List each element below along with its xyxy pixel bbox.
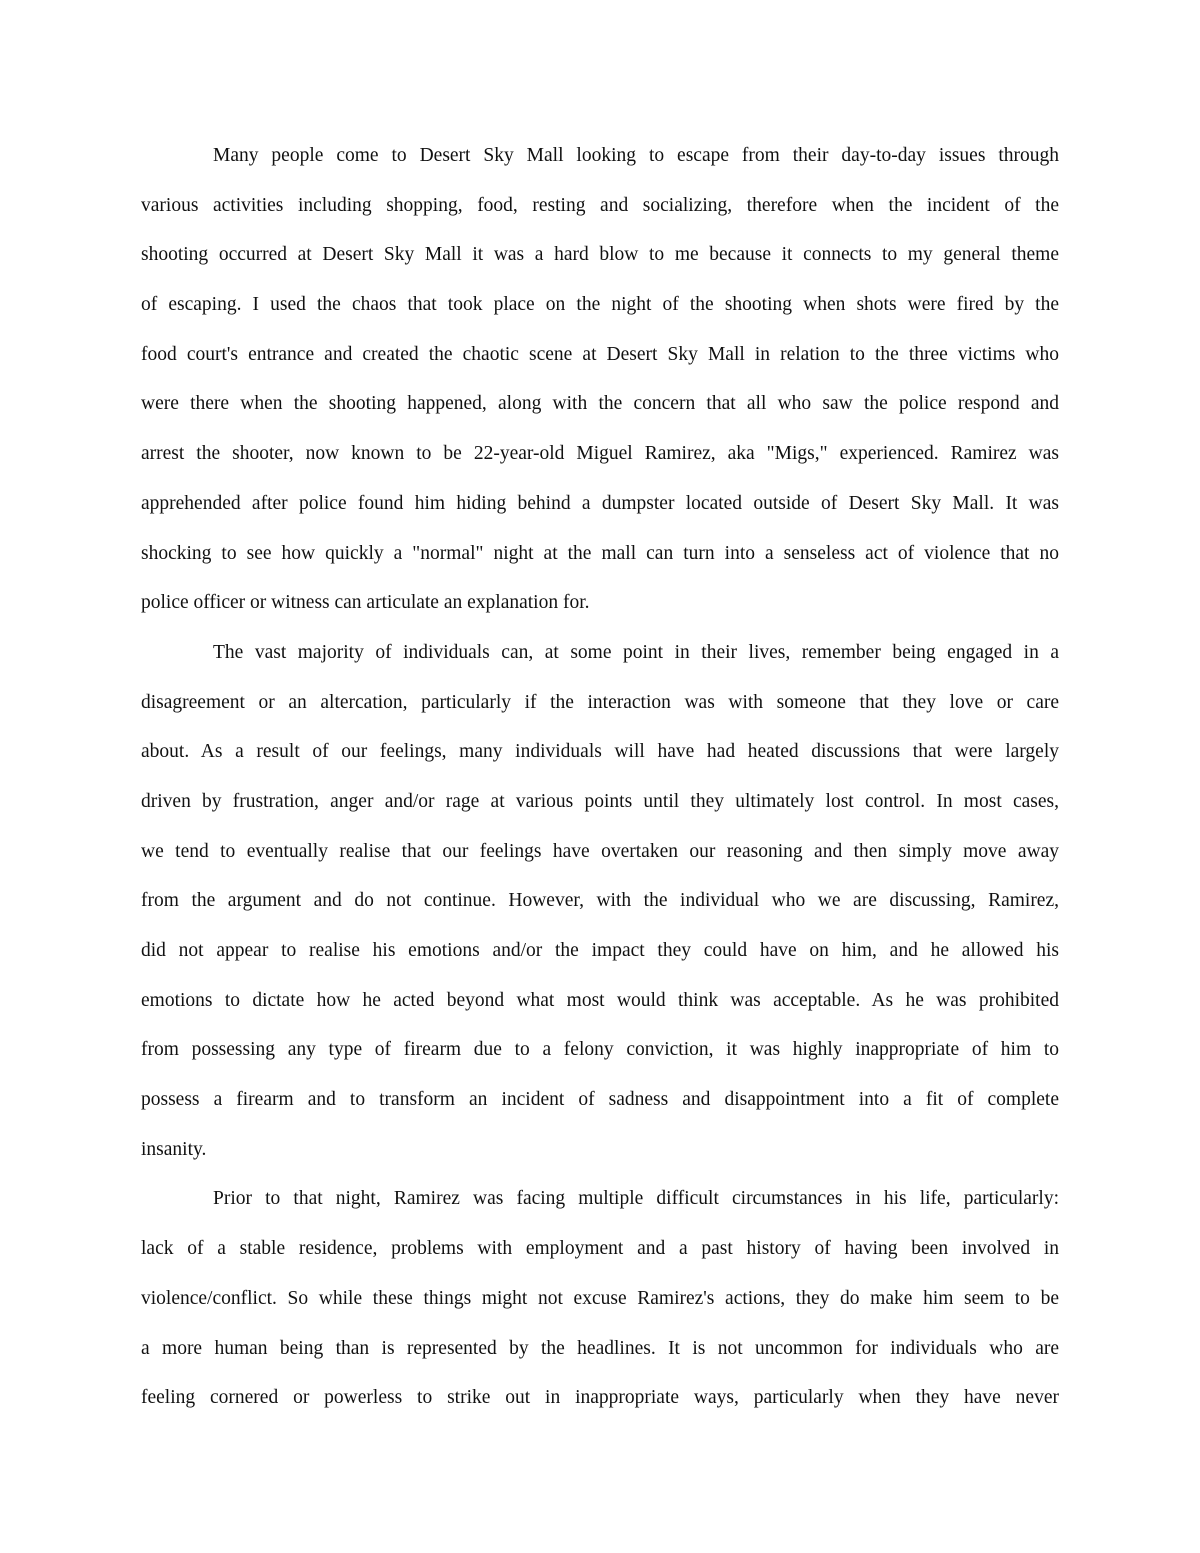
text-line: driven by frustration, anger and/or rage at various points until they ultimately lost control. In most cases, (141, 790, 1059, 812)
text-line: police officer or witness can articulate an explanation for. (141, 592, 590, 614)
text-line: from possessing any type of firearm due to a felony conviction, it was highly inappropriate of him to (141, 1039, 1059, 1061)
text-line: various activities including shopping, food, resting and socializing, therefore when the incident of the (141, 194, 1059, 216)
text-line: shocking to see how quickly a "normal" night at the mall can turn into a senseless act of violence that no (141, 542, 1059, 564)
body-text (141, 131, 1059, 1423)
text-line: about. As a result of our feelings, many individuals will have had heated discussions that were largely (141, 741, 1059, 763)
text-line: possess a firearm and to transform an incident of sadness and disappointment into a fit of complete (141, 1089, 1059, 1111)
text-line: from the argument and do not continue. However, with the individual who we are discussing, Ramirez, (141, 890, 1059, 912)
text-line: shooting occurred at Desert Sky Mall it was a hard blow to me because it connects to my general theme (141, 244, 1059, 266)
text-line: we tend to eventually realise that our feelings have overtaken our reasoning and then simply move away (141, 840, 1059, 862)
text-line: a more human being than is represented by the headlines. It is not uncommon for individuals who are (141, 1337, 1059, 1359)
text-line: food court's entrance and created the chaotic scene at Desert Sky Mall in relation to the three victims who (141, 343, 1059, 365)
text-line: arrest the shooter, now known to be 22-year-old Miguel Ramirez, aka "Migs," experienced. Ramirez was (141, 443, 1059, 465)
text-line: were there when the shooting happened, along with the concern that all who saw the police respond and (141, 393, 1059, 415)
text-line: apprehended after police found him hiding behind a dumpster located outside of Desert Sky Mall. It was (141, 492, 1059, 514)
text-line: The vast majority of individuals can, at some point in their lives, remember being engaged in a (213, 641, 1059, 663)
text-line: Prior to that night, Ramirez was facing multiple difficult circumstances in his life, particularly: (213, 1188, 1059, 1210)
text-line: lack of a stable residence, problems with employment and a past history of having been involved in (141, 1238, 1059, 1260)
text-line: insanity. (141, 1138, 207, 1160)
text-line: violence/conflict. So while these things might not excuse Ramirez's actions, they do make him seem to be (141, 1287, 1059, 1309)
text-line: of escaping. I used the chaos that took place on the night of the shooting when shots were fired by the (141, 294, 1059, 316)
text-line: disagreement or an altercation, particularly if the interaction was with someone that they love or care (141, 691, 1059, 713)
text-line: feeling cornered or powerless to strike out in inappropriate ways, particularly when they have never (141, 1387, 1059, 1409)
text-line: Many people come to Desert Sky Mall looking to escape from their day-to-day issues through (213, 145, 1059, 166)
text-line: did not appear to realise his emotions and/or the impact they could have on him, and he allowed his (141, 940, 1059, 961)
text-line: emotions to dictate how he acted beyond what most would think was acceptable. As he was prohibited (141, 989, 1059, 1011)
